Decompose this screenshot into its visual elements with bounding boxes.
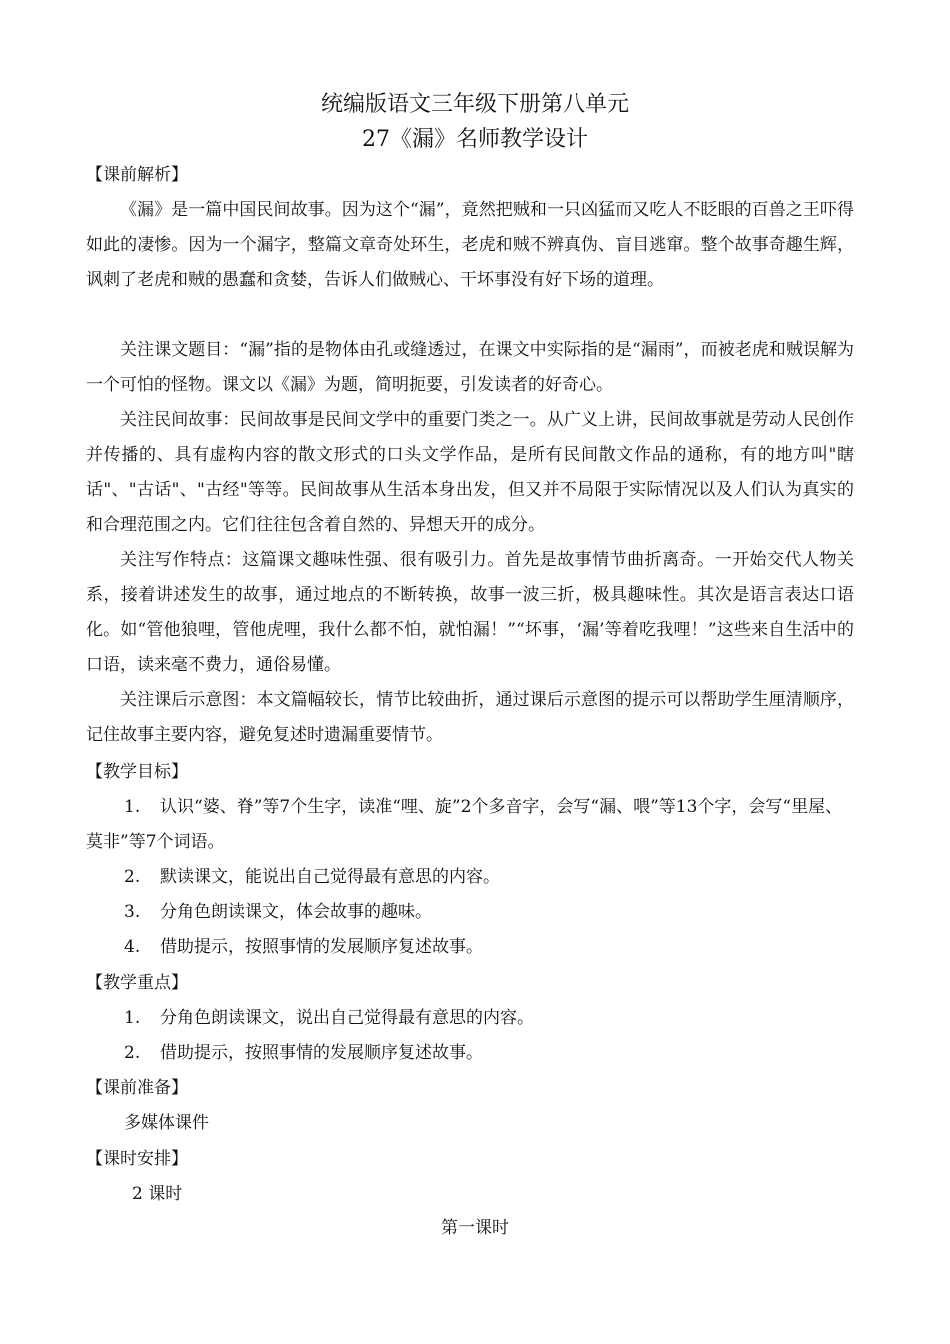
goal-item-text: 默读课文，能说出自己觉得最有意思的内容。 [160, 867, 500, 887]
section-heading-goals: 【教学目标】 [86, 762, 188, 782]
key-point-number: 1. [124, 1008, 141, 1028]
analysis-paragraph: 关注课后示意图：本文篇幅较长，情节比较曲折，通过课后示意图的提示可以帮助学生厘清顺序，记住故事主要内容，避免复述时遗漏重要情节。 [86, 690, 854, 745]
section-heading-preparation: 【课前准备】 [86, 1078, 188, 1098]
analysis-paragraph: 关注写作特点：这篇课文趣味性强、很有吸引力。首先是故事情节曲折离奇。一开始交代人物关系，接着讲述发生的故事，通过地点的不断转换，故事一波三折，极具趣味性。其次是语言表达口语化。如“管他狼哩，管他虎哩，我什么都不怕，就怕漏！”“坏事，‘漏’等着吃我哩！”这些来自生活中的口语，读来毫不费力，通俗易懂。 [86, 550, 854, 675]
goal-item-text: 分角色朗读课文，体会故事的趣味。 [160, 902, 432, 922]
analysis-paragraph: 《漏》是一篇中国民间故事。因为这个“漏”，竟然把贼和一只凶猛而又吃人不眨眼的百兽之王吓得如此的凄惨。因为一个漏字，整篇文章奇处环生，老虎和贼不辨真伪、盲目逃窜。整个故事奇趣生辉，讽刺了老虎和贼的愚蠢和贪婪，告诉人们做贼心、干坏事没有好下场的道理。 [86, 200, 854, 290]
goal-item [86, 895, 854, 930]
key-point-text: 分角色朗读课文，说出自己觉得最有意思的内容。 [160, 1008, 534, 1028]
goal-item [86, 930, 854, 965]
goal-item-number: 4. [124, 937, 141, 957]
lesson-subheading: 第一课时 [441, 1218, 509, 1238]
goal-item-number: 3. [124, 902, 141, 922]
goal-item [86, 860, 854, 895]
key-point-number: 2. [124, 1043, 141, 1063]
document-title-line1: 统编版语文三年级下册第八单元 [320, 92, 629, 117]
section-heading-key-points: 【教学重点】 [86, 973, 188, 993]
goal-item [86, 790, 854, 860]
goal-item-text: 认识“婆、脊”等7个生字，读准“哩、旋”2个多音字，会写“漏、喂”等13个字，会写“里屋、莫非”等7个词语。 [86, 797, 843, 852]
key-point-text: 借助提示，按照事情的发展顺序复述故事。 [160, 1043, 483, 1063]
analysis-paragraph: 关注民间故事：民间故事是民间文学中的重要门类之一。从广义上讲，民间故事就是劳动人民创作并传播的、具有虚构内容的散文形式的口头文学作品，是所有民间散文作品的通称，有的地方叫"瞎话"、"古话"、"古经"等等。民间故事从生活本身出发，但又并不局限于实际情况以及人们认为真实的和合理范围之内。它们往往包含着自然的、异想天开的成分。 [86, 410, 854, 535]
section-heading-schedule: 【课时安排】 [86, 1149, 188, 1169]
section-heading-analysis: 【课前解析】 [86, 165, 188, 185]
goal-item-number: 1. [124, 797, 141, 817]
analysis-paragraph: 关注课文题目：“漏”指的是物体由孔或缝透过，在课文中实际指的是“漏雨”，而被老虎和贼误解为一个可怕的怪物。课文以《漏》为题，简明扼要，引发读者的好奇心。 [86, 340, 854, 395]
key-point-item [86, 1001, 854, 1036]
key-point-item [86, 1036, 854, 1071]
goal-item-number: 2. [124, 867, 141, 887]
schedule-content: 2 课时 [132, 1184, 183, 1204]
document-title-line2: 27《漏》名师教学设计 [362, 127, 588, 152]
goal-item-text: 借助提示，按照事情的发展顺序复述故事。 [160, 937, 483, 957]
preparation-content: 多媒体课件 [124, 1113, 209, 1133]
